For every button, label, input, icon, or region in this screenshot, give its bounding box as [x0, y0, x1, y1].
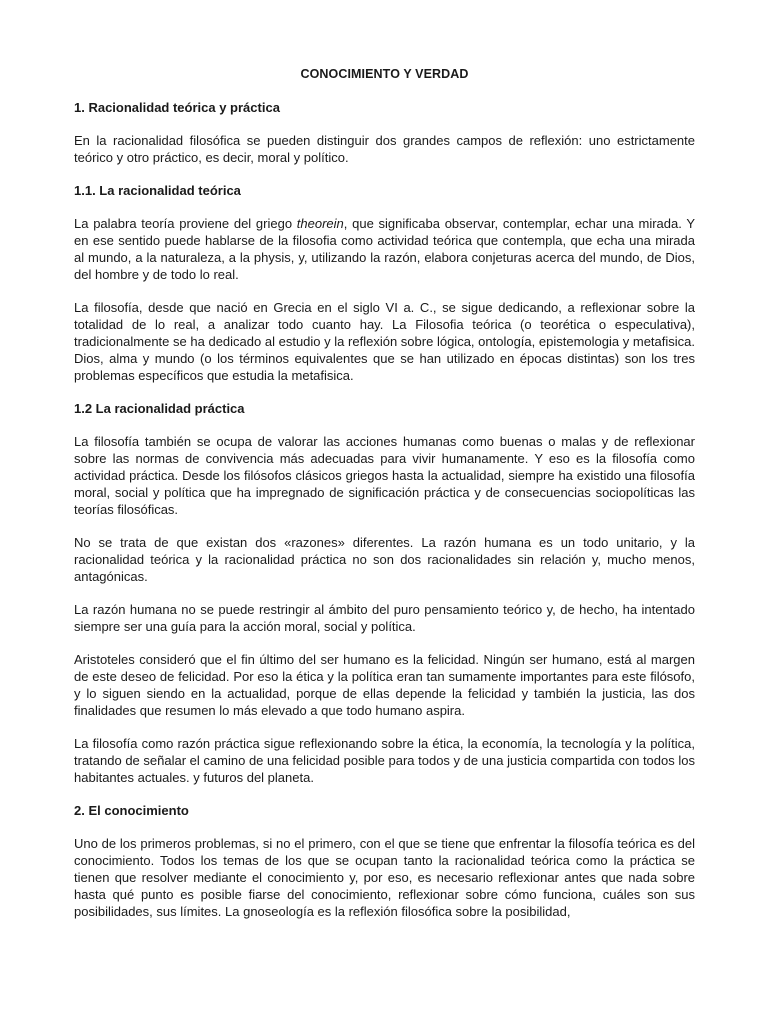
- paragraph-9: Uno de los primeros problemas, si no el primero, con el que se tiene que enfrentar la filosofía teórica es del conocimiento. Todos los temas de los que se ocupan tanto la racionalidad teórica como la práctica se tienen que resolver mediante el conocimiento y, por eso, es necesario reflexionar antes que nada sobre hasta qué punto es posible fiarse del conocimiento, reflexionar sobre cómo funciona, cuáles son sus posibilidades, sus límites. La gnoseología es la reflexión filosófica sobre la posibilidad,: [74, 836, 695, 919]
- paragraph-6: La razón humana no se puede restringir al ámbito del puro pensamiento teórico y, de hecho, ha intentado siempre ser una guía para la acción moral, social y política.: [74, 602, 695, 634]
- paragraph-2-end: , que significaba observar, contemplar, echar una mirada. Y en ese sentido puede hablarse de la filosofia como actividad teórica que contempla, que echa una mirada al mundo, a la naturaleza, a la physis, y, utilizando la razón, elabora conjeturas acerca del mundo, de Dios, del hombre y de todo lo real.: [74, 216, 696, 282]
- paragraph-4: La filosofía también se ocupa de valorar las acciones humanas como buenas o malas y de reflexionar sobre las normas de convivencia más adecuadas para vivir humanamente. Y eso es la filosofía como actividad práctica. Desde los filósofos clásicos griegos hasta la actualidad, siempre ha existido una filosofía moral, social y política que ha impregnado de significación práctica y de consecuencias sociopolíticas las teorías filosóficas.: [74, 434, 695, 517]
- document-title: CONOCIMIENTO Y VERDAD: [300, 67, 469, 81]
- paragraph-7: Aristoteles consideró que el fin último del ser humano es la felicidad. Ningún ser humano, está al margen de este deseo de felicidad. Por eso la ética y la política eran tan sumamente importantes para este filósofo, y lo siguen siendo en la actualidad, porque de ellas depende la felicidad y también la justicia, las dos finalidades que resumen lo más elevado a que todo humano aspira.: [74, 652, 695, 718]
- paragraph-3: La filosofía, desde que nació en Grecia en el siglo VI a. C., se sigue dedicando, a reflexionar sobre la totalidad de lo real, a analizar todo cuanto hay. La Filosofia teórica (o teorética o especulativa), tradicionalmente se ha dedicado al estudio y la reflexión sobre lógica, ontología, epistemologia y metafisica. Dios, alma y mundo (o los términos equivalentes que se han utilizado en épocas distintas) son los tres problemas específicos que estudia la metafisica.: [74, 300, 695, 383]
- paragraph-1: En la racionalidad filosófica se pueden distinguir dos grandes campos de reflexión: uno estrictamente teórico y otro práctico, es decir, moral y político.: [74, 133, 695, 165]
- document-page: [74, 66, 695, 936]
- section-heading-1-1: 1.1. La racionalidad teórica: [74, 183, 241, 198]
- paragraph-5: No se trata de que existan dos «razones» diferentes. La razón humana es un todo unitario, y la racionalidad teórica y la racionalidad práctica no son dos racionalidades sin relación y, mucho menos, antagónicas.: [74, 535, 695, 584]
- section-heading-2: 2. El conocimiento: [74, 803, 189, 818]
- term-theorein: theorein: [296, 216, 344, 231]
- paragraph-2: [74, 215, 695, 283]
- paragraph-2-start: La palabra teoría proviene del griego: [74, 216, 297, 231]
- section-heading-1: 1. Racionalidad teórica y práctica: [74, 100, 280, 115]
- section-heading-1-2: 1.2 La racionalidad práctica: [74, 401, 245, 416]
- paragraph-8: La filosofía como razón práctica sigue reflexionando sobre la ética, la economía, la tecnología y la política, tratando de señalar el camino de una felicidad posible para todos y de una justicia compartida con todos los habitantes actuales. y futuros del planeta.: [74, 736, 695, 785]
